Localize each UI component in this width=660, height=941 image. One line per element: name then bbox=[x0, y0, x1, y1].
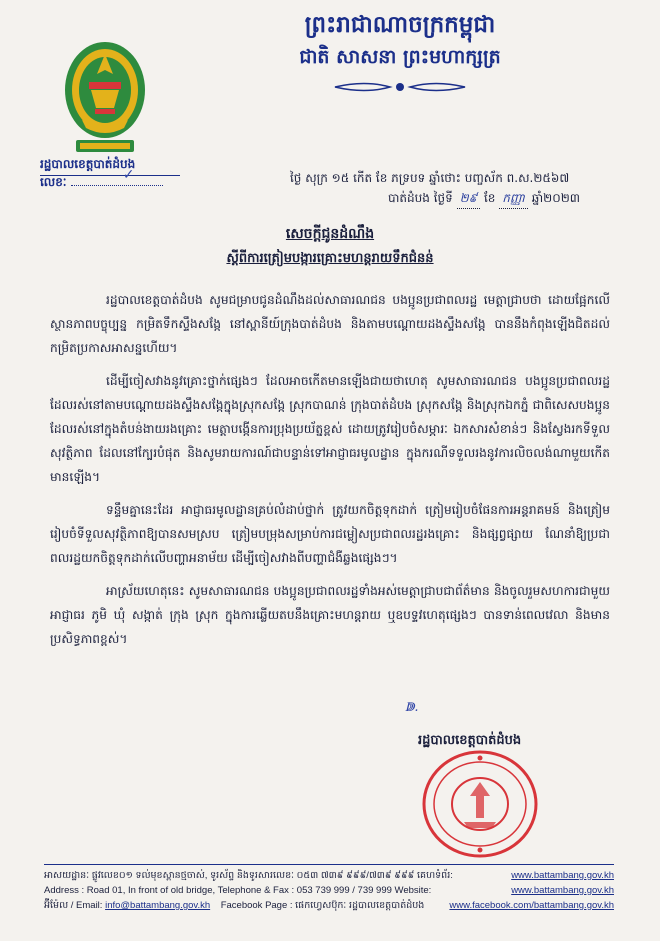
body-paragraph: ទន្ទឹមគ្នានេះដែរ អាជ្ញាធរមូលដ្ឋានគ្រប់លំដាប់ថ្នាក់ ត្រូវយកចិត្តទុកដាក់ ត្រៀមរៀបចំផែនការអន្តរាគមន៍ និងត្រៀមរៀបចំទីទួលសុវត្ថិភាពឱ្យបានសមស្រប ត្រៀមបម្រុងសម្រាប់ការជម្លៀសប្រជាពលរដ្ឋរងគ្រោះ និងផ្សព្វផ្សាយ ណែនាំឱ្យប្រជាពលរដ្ឋយកចិត្តទុកដាក់លើបញ្ហាអនាម័យ ដើម្បីចៀសវាងពីបញ្ហាជំងឺឆ្លងផ្សេងៗ។ bbox=[50, 503, 610, 565]
official-seal-stamp bbox=[420, 748, 540, 860]
solar-date bbox=[388, 190, 580, 209]
province-administration-label: រដ្ឋបាលខេត្តបាត់ដំបង bbox=[40, 156, 180, 176]
footer-contact-row bbox=[44, 898, 614, 913]
notice-title: សេចក្តីជូនដំណឹង bbox=[285, 226, 375, 242]
body-paragraph: រដ្ឋបាលខេត្តបាត់ដំបង សូមជម្រាបជូនដំណឹងដល់សាធារណជន បងប្អូនប្រជាពលរដ្ឋ មេត្តាជ្រាបថា ដោយផ្អែកលើស្ថានភាពបច្ចុប្បន្ន កម្រិតទឹកស្ទឹងសង្កែ នៅស្ពានីយ៍ក្រុងបាត់ដំបង និងតាមបណ្តោយដងស្ទឹងសង្កែ បាននឹងកំពុងឡើងជិតដល់កម្រិតប្រកាសអាសន្នហើយ។ bbox=[50, 293, 610, 355]
provincial-emblem-logo bbox=[62, 40, 148, 156]
footer-address-en: : Road 01, In front of old bridge, Telephone & Fax : 053 739 999 / 739 999 Website: bbox=[81, 885, 432, 896]
checkmark-icon: ✓ bbox=[122, 167, 135, 183]
solar-month: កញ្ញា bbox=[499, 190, 528, 209]
body-paragraph: អាស្រ័យហេតុនេះ សូមសាធារណជន បងប្អូនប្រជាពលរដ្ឋទាំងអស់មេត្តាជ្រាបជាព័ត៌មាន និងចូលរួមសហការជាមួយអាជ្ញាធរ ភូមិ ឃុំ សង្កាត់ ក្រុង ស្រុក ក្នុងការឆ្លើយតបនឹងគ្រោះមហន្តរាយ ឬឧបទ្ទវហេតុផ្សេងៗ បានទាន់ពេលវេលា និងមានប្រសិទ្ធភាពខ្ពស់។ bbox=[50, 584, 610, 646]
body-paragraph: ដើម្បីចៀសវាងនូវគ្រោះថ្នាក់ផ្សេងៗ ដែលអាចកើតមានឡើងជាយថាហេតុ សូមសាធារណជន បងប្អូនប្រជាពលរដ្ឋ ដែលរស់នៅតាមបណ្តោយដងស្ទឹងសង្កែក្នុងស្រុកសង្កែ ស្រុកបាណន់ ក្រុងបាត់ដំបង ស្រុកសង្កែ និងស្រុកឯកភ្នំ ជាពិសេសបងប្អូនដែលរស់នៅក្នុងតំបន់ងាយរងគ្រោះ មេត្តាបង្កើនការប្រុងប្រយ័ត្នខ្ពស់ ដោយត្រូវរៀបចំសម្ភារៈ ឯកសារសំខាន់ៗ និងស្វែងរកទីទួលសុវត្ថិភាព ដែលនៅក្បែរបំផុត និងសូមរាយការណ៍ជាបន្ទាន់ទៅអាជ្ញាធរមូលដ្ឋាន ក្នុងករណីទទួលរងនូវការលិចលង់ណាមួយកើតមានឡើង។ bbox=[50, 374, 610, 484]
solar-day: ២៩ bbox=[457, 190, 481, 209]
signer-title: រដ្ឋបាលខេត្តបាត់ដំបង bbox=[418, 733, 522, 748]
letterhead-footer bbox=[44, 864, 614, 913]
handwritten-signature-mark: ↇ. bbox=[405, 700, 419, 715]
facebook-label: Facebook Page : ផេកហ្វេសប៊ុកៈ រដ្ឋបាលខេត្តបាត់ដំបង bbox=[220, 900, 425, 911]
solar-date-prefix: បាត់ដំបង ថ្ងៃទី bbox=[388, 191, 453, 205]
ornament-divider-icon bbox=[330, 80, 470, 94]
footer-address-label: Address bbox=[44, 885, 79, 896]
solar-month-label: ខែ bbox=[484, 191, 496, 205]
solar-year: ឆ្នាំ២០២៣ bbox=[531, 191, 581, 205]
lunar-date: ថ្ងៃ សុក្រ ១៥ កើត ខែ ភទ្របទ ឆ្នាំថោះ បញ្ចស័ក ព.ស.២៥៦៧ bbox=[290, 171, 570, 185]
email-link[interactable]: info@battambang.gov.kh bbox=[105, 900, 211, 911]
notice-body bbox=[50, 288, 610, 660]
notice-subject: ស្តីពីការត្រៀមបង្ការគ្រោះមហន្តរាយទឹកជំនន់ bbox=[226, 251, 434, 266]
footer-address-kh-row bbox=[44, 868, 614, 883]
footer-address-kh: អាសយដ្ឋានៈ ផ្លូវលេខ០១ ទល់មុខស្ពានថ្មចាស់, ទូរស័ព្ទ និងទូរសារលេខៈ ០៥៣ ៧៣៩ ៩៩៩/៧៣៩ ៩៩៩ គេហទំព័រ: bbox=[44, 870, 453, 881]
footer-address-en-row bbox=[44, 883, 614, 898]
national-motto: ជាតិ សាសនា ព្រះមហាក្សត្រ bbox=[299, 46, 501, 68]
reference-number-row bbox=[40, 167, 163, 192]
facebook-link[interactable]: www.facebook.com/battambang.gov.kh bbox=[449, 900, 614, 911]
website-link[interactable]: www.battambang.gov.kh bbox=[511, 885, 614, 896]
reference-label: លេខៈ bbox=[40, 175, 67, 189]
kingdom-title: ព្រះរាជាណាចក្រកម្ពុជា bbox=[304, 11, 496, 38]
reference-number-field bbox=[71, 167, 163, 186]
website-link-kh[interactable]: www.battambang.gov.kh bbox=[511, 870, 614, 881]
email-label: អ៊ីម៉ែល / Email: bbox=[44, 900, 103, 911]
